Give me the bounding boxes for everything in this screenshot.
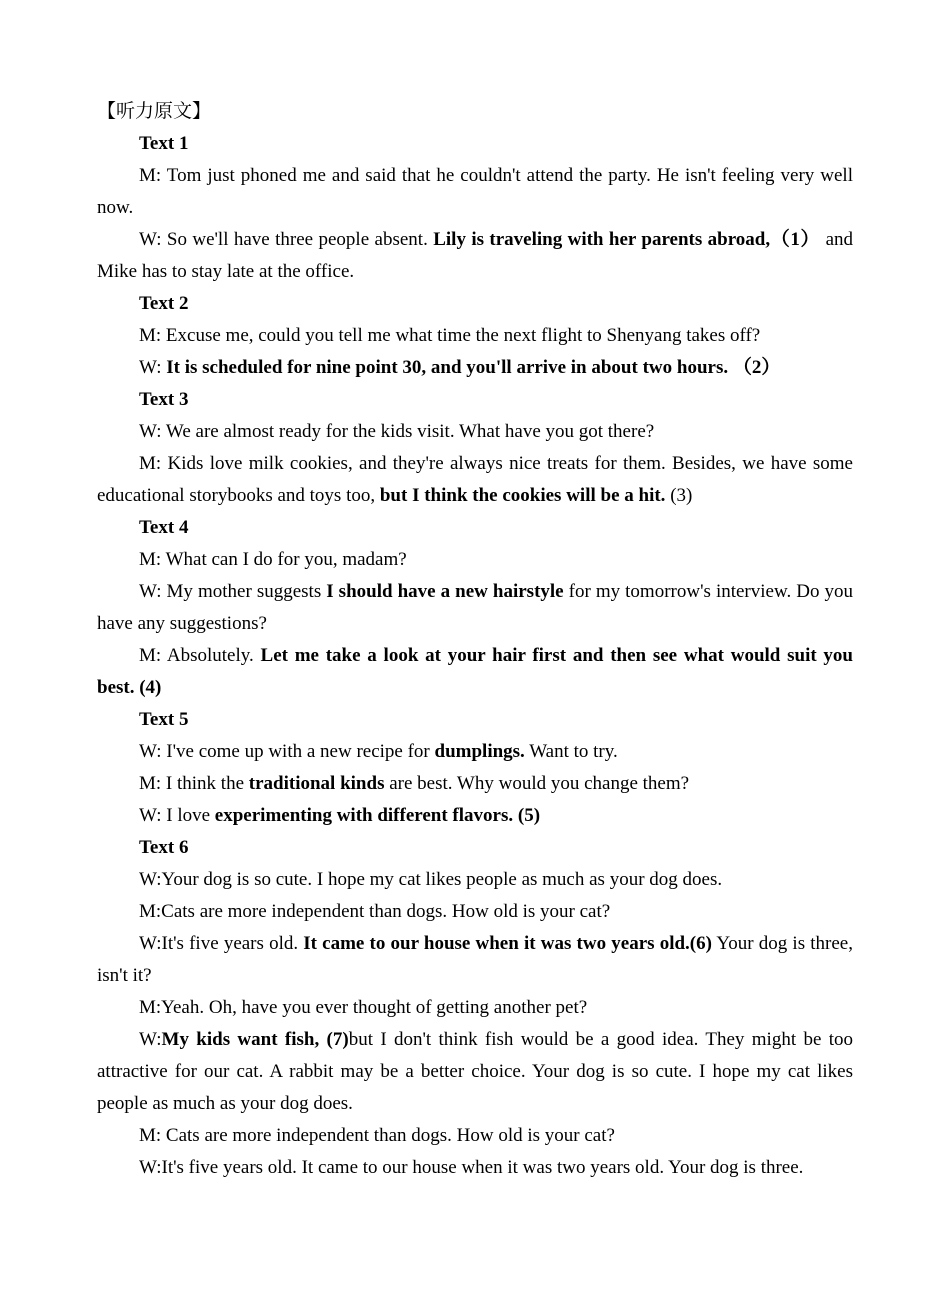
dialogue-line <box>97 1152 853 1184</box>
dialogue-line <box>97 864 853 896</box>
dialogue-text: W:Your dog is so cute. I hope my cat likes people as much as your dog does. <box>139 869 723 890</box>
text-title: Text 4 <box>139 517 189 538</box>
dialogue-text: M:Yeah. Oh, have you ever thought of getting another pet? <box>139 997 588 1018</box>
highlighted-answer: dumplings. <box>434 741 525 762</box>
dialogue-text: W:It's five years old. It came to our house when it was two years old. Your dog is three. <box>139 1157 804 1178</box>
dialogue-text: W: I love <box>139 805 215 826</box>
dialogue-text: Want to try. <box>524 741 618 762</box>
highlighted-answer: It came to our house when it was two years old.(6) <box>303 933 712 954</box>
dialogue-line <box>97 416 853 448</box>
dialogue-line <box>97 768 853 800</box>
transcript-body <box>97 128 853 1184</box>
dialogue-line <box>97 352 853 384</box>
text-title: Text 2 <box>139 293 189 314</box>
dialogue-line <box>97 544 853 576</box>
dialogue-text: W: So we'll have three people absent. <box>139 229 434 250</box>
dialogue-text: Your dog is three, isn't it? <box>97 933 853 986</box>
dialogue-text: W: My mother suggests <box>139 581 327 602</box>
dialogue-text: W:It's five years old. <box>139 933 304 954</box>
dialogue-line <box>97 576 853 640</box>
dialogue-line <box>97 800 853 832</box>
dialogue-text: for my tomorrow's interview. Do you have any suggestions? <box>97 581 853 634</box>
text-title: Text 1 <box>139 133 189 154</box>
dialogue-text: M: Kids love milk cookies, and they're always nice treats for them. Besides, we have some educational storybooks and toys too, <box>97 453 853 506</box>
dialogue-text: M: What can I do for you, madam? <box>139 549 407 570</box>
dialogue-text: M: Tom just phoned me and said that he couldn't attend the party. He isn't feeling very well now. <box>97 165 853 218</box>
dialogue-text: W: We are almost ready for the kids visit. What have you got there? <box>139 421 655 442</box>
highlighted-answer: traditional kinds <box>248 773 385 794</box>
dialogue-line <box>97 448 853 512</box>
dialogue-text: W: <box>139 1029 162 1050</box>
section-heading: 【听力原文】 <box>97 101 212 122</box>
dialogue-text: W: <box>139 357 167 378</box>
dialogue-text: M: Absolutely. <box>139 645 261 666</box>
text-title: Text 3 <box>139 389 189 410</box>
dialogue-line <box>97 1120 853 1152</box>
highlighted-answer: Let me take a look at your hair first and then see what would suit you best. (4) <box>97 645 853 698</box>
dialogue-line <box>97 160 853 224</box>
highlighted-answer: Lily is traveling with her parents abroad,（1） <box>433 229 821 250</box>
highlighted-answer: It is scheduled for nine point 30, and you'll arrive in about two hours. （2） <box>166 357 781 378</box>
dialogue-line <box>97 928 853 992</box>
dialogue-text: M: I think the <box>139 773 249 794</box>
highlighted-answer: My kids want fish, (7) <box>161 1029 349 1050</box>
dialogue-line <box>97 736 853 768</box>
dialogue-text: but I don't think fish would be a good idea. They might be too attractive for our cat. A rabbit may be a better choice. Your dog is so cute. I hope my cat likes people as much as your dog does. <box>97 1029 853 1114</box>
dialogue-text: (3) <box>665 485 693 506</box>
dialogue-line <box>97 992 853 1024</box>
highlighted-answer: I should have a new hairstyle <box>326 581 564 602</box>
dialogue-line <box>97 1024 853 1120</box>
dialogue-text: are best. Why would you change them? <box>384 773 690 794</box>
dialogue-line <box>97 640 853 704</box>
dialogue-text: M: Cats are more independent than dogs. How old is your cat? <box>139 1125 615 1146</box>
dialogue-line <box>97 896 853 928</box>
document-page <box>97 96 853 1184</box>
dialogue-text: M:Cats are more independent than dogs. How old is your cat? <box>139 901 611 922</box>
text-title: Text 6 <box>139 837 189 858</box>
dialogue-text: W: I've come up with a new recipe for <box>139 741 435 762</box>
dialogue-line <box>97 320 853 352</box>
dialogue-text: and Mike has to stay late at the office. <box>97 229 854 282</box>
dialogue-line <box>97 224 853 288</box>
text-title: Text 5 <box>139 709 189 730</box>
dialogue-text: M: Excuse me, could you tell me what time the next flight to Shenyang takes off? <box>139 325 761 346</box>
highlighted-answer: experimenting with different flavors. (5) <box>214 805 541 826</box>
highlighted-answer: but I think the cookies will be a hit. <box>379 485 666 506</box>
